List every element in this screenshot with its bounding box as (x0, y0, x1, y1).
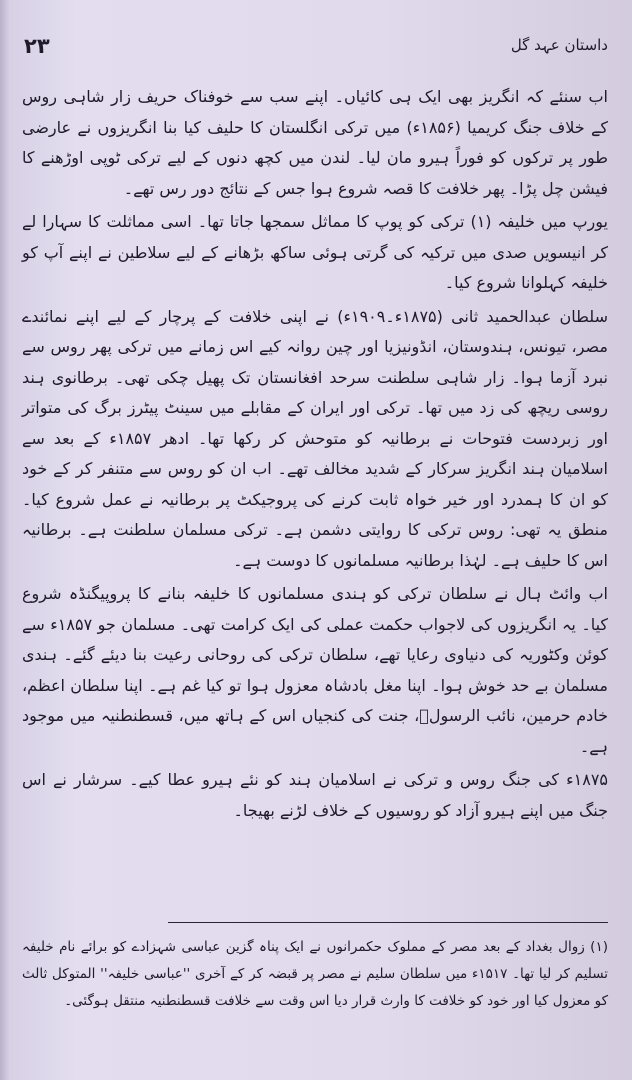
body-text (22, 82, 608, 829)
page-spine-shadow (0, 0, 10, 1080)
running-head: داستان عہد گل (510, 36, 608, 54)
paragraph: اب وائٹ ہال نے سلطان ترکی کو ہندی مسلمانوں کا خلیفہ بنانے کا پروپیگنڈہ شروع کیا۔ یہ انگریزوں کی لاجواب حکمت عملی کی ایک کرامت تھی۔ مسلمان جو ۱۸۵۷ء سے کوئن وکٹوریہ کی دنیاوی رعایا تھے، سلطان ترکی کی روحانی رعیت بنا دیئے گئے۔ ہندی مسلمان بے حد خوش ہوا۔ اپنا مغل بادشاہ معزول ہوا تو کیا غم ہے۔ اپنا سلطان اعظم، خادم حرمین، نائب الرسولؐ، جنت کی کنجیاں اس کے ہاتھ میں، قسطنطنیہ میں موجود ہے۔ (22, 584, 609, 756)
footnote: (۱) زوال بغداد کے بعد مصر کے مملوک حکمرانوں نے ایک پناہ گزین عباسی شہزادے کو برائے نام خلیفہ تسلیم کر لیا تھا۔ ۱۵۱۷ء میں سلطان سلیم نے مصر پر قبضہ کر کے آخری ''عباسی خلیفہ'' المتوکل ثالث کو معزول کیا اور خود کو خلافت کا وارث قرار دیا اس وقت سے خلافت قسطنطنیہ منتقل ہوگئی۔ (22, 939, 608, 1009)
page-header (24, 34, 608, 62)
paragraph: یورپ میں خلیفہ (۱) ترکی کو پوپ کا مماثل سمجھا جاتا تھا۔ اسی مماثلت کا سہارا لے کر انیسویں صدی میں ترکیہ کی گرتی ہوئی ساکھ بڑھانے کے لیے سلاطین نے اپنے آپ کو خلیفہ کہلوانا شروع کیا۔ (22, 212, 608, 292)
paragraph: ۱۸۷۵ء کی جنگ روس و ترکی نے اسلامیان ہند کو نئے ہیرو عطا کیے۔ سرشار نے اس جنگ میں اپنے ہیرو آزاد کو روسیوں کے خلاف لڑنے بھیجا۔ (22, 770, 608, 820)
page-number: ۲۳ (24, 34, 50, 58)
paragraph: اب سنئے کہ انگریز بھی ایک ہی کائیاں۔ اپنے سب سے خوفناک حریف زار شاہی روس کے خلاف جنگ کریمیا (۱۸۵۶ء) میں ترکی انگلستان کا حلیف کیا بنا انگریزوں نے عارضی طور پر ترکوں کو فوراً ہیرو مان لیا۔ لندن میں کچھ دنوں کے لیے ترکی ٹوپی اوڑھنے کا فیشن چل پڑا۔ پھر خلافت کا قصہ شروع ہوا جس کے نتائج دور رس تھے۔ (22, 87, 608, 198)
footnote-divider (168, 922, 608, 923)
paragraph: سلطان عبدالحمید ثانی (۱۸۷۵ء۔۱۹۰۹ء) نے اپنی خلافت کے پرچار کے لیے اپنے نمائندے مصر، تیونس، ہندوستان، انڈونیزیا اور چین روانہ کیے اس زمانے میں ترکی پھر روس سے نبرد آزما ہوا۔ زار شاہی سلطنت سرحد افغانستان تک پھیل چکی تھی۔ برطانوی ہند روسی ریچھ کی زد میں تھا۔ ترکی اور ایران کے مقابلے میں سینٹ پیٹرز برگ کی متواتر اور زبردست فتوحات نے برطانیہ کو متوحش کر رکھا تھا۔ ادھر ۱۸۵۷ء کے بعد سے اسلامیان ہند انگریز سرکار کے شدید مخالف تھے۔ اب ان کو روس سے متنفر کر کے خود کو ان کا ہمدرد اور خیر خواہ ثابت کرنے کی پروجیکٹ پر برطانیہ نے عمل شروع کیا۔ منطق یہ تھی: روس ترکی کا روایتی دشمن ہے۔ ترکی مسلمان سلطنت ہے۔ برطانیہ اس کا حلیف ہے۔ لہٰذا برطانیہ مسلمانوں کا دوست ہے۔ (22, 306, 609, 570)
